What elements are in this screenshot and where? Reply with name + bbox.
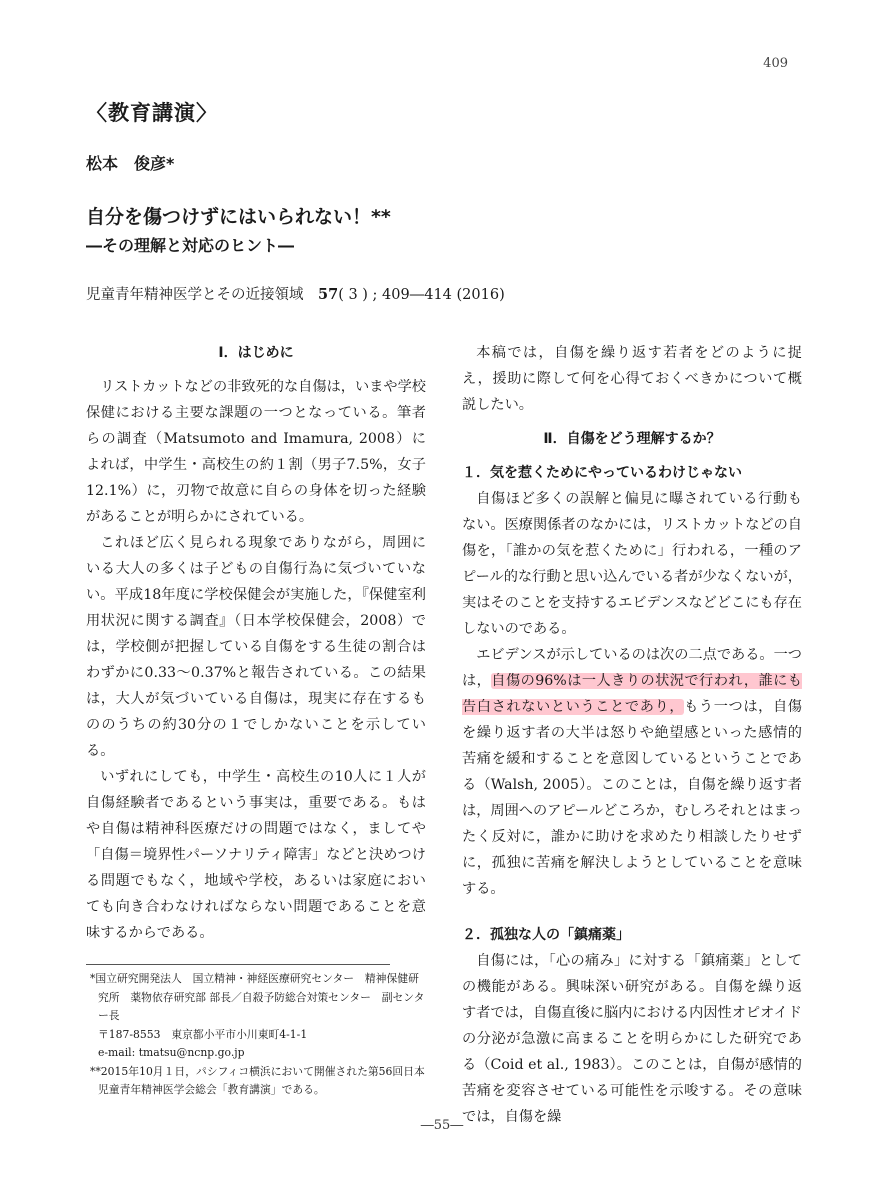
journal-citation: [86, 283, 505, 304]
paragraph: 本稿では，自傷を繰り返す若者をどのように捉え，援助に際して何を心得ておくべきかについて概説したい。: [462, 345, 802, 413]
footnote-divider: [86, 964, 390, 965]
footnote-email: e-mail: tmatsu@ncnp.go.jp: [98, 1046, 245, 1059]
paragraph: これほど広く見られる現象でありながら，周囲にいる大人の多くは子どもの自傷行為に気づいていない。平成18年度に学校保健会が実施した，『保健室利用状況に関する調査』（日本学校保健会，2008）では，学校側が把握している自傷をする生徒の割合はわずかに0.33～0.37%と報告されている。この結果は，大人が気づいている自傷は，現実に存在するもののうちの約30分の１でしかないことを示している。: [86, 535, 426, 759]
text-run: もう一つは，自傷を繰り返す者の大半は怒りや絶望感といった感情的苦痛を緩和することを意図しているということである（Walsh, 2005）。このことは，自傷を繰り返す者は，周囲へのアピールどころか，むしろそれとはまったく反対に，誰かに助けを求めたり相談したりせずに，孤独に苦痛を解決しようとしていることを意味する。: [462, 699, 802, 897]
highlighted-text: 自傷の96%は一人きりの状況で行われ，誰にも告白されないということであり，: [462, 673, 802, 715]
text-run: エビデンスが示しているのは次の二点である。一つは，: [462, 647, 802, 689]
article-category: 〈教育講演〉: [86, 101, 218, 125]
footnote-affiliation: *国立研究開発法人 国立精神・神経医療研究センター 精神保健研究所 薬物依存研究部 部長／自殺予防総合対策センター 副センター長: [90, 972, 425, 1022]
right-column: [462, 340, 802, 1130]
subsection-heading: １．気を惹くためにやっているわけじゃない: [462, 465, 742, 481]
article-subtitle: ―その理解と対応のヒント―: [86, 236, 295, 255]
journal-name: 児童青年精神医学とその近接領域: [86, 287, 304, 303]
article-title: 自分を傷つけずにはいられない！**: [86, 206, 391, 228]
journal-issue-pages: ( 3 ) ; 409―414 (2016): [338, 287, 505, 303]
subsection-heading: ２．孤独な人の「鎮痛薬」: [462, 927, 630, 943]
paragraph: いずれにしても，中学生・高校生の10人に１人が自傷経験者であるという事実は，重要である。もはや自傷は精神科医療だけの問題ではなく，ましてや「自傷＝境界性パーソナリティ障害」などと決めつける問題でもなく，地域や学校，あるいは家庭においても向き合わなければならない問題であることを意味するからである。: [86, 769, 426, 941]
paragraph-with-highlight: [462, 642, 802, 902]
left-column: [86, 340, 426, 946]
paragraph: 自傷ほど多くの誤解と偏見に曝されている行動もない。医療関係者のなかには，リストカットなどの自傷を，「誰かの気を惹くために」行われる，一種のアピール的な行動と思い込んでいる者が少なくないが，実はそのことを支持するエビデンスなどどこにも存在しないのである。: [462, 491, 802, 637]
footnote-presentation: **2015年10月１日，パシフィコ横浜において開催された第56回日本児童青年精神医学会総会「教育講演」である。: [90, 1064, 425, 1096]
paragraph: 自傷には，「心の痛み」に対する「鎮痛薬」としての機能がある。興味深い研究がある。自傷を繰り返す者では，自傷直後に脳内における内因性オピオイドの分泌が急激に高まることを明らかにした研究である（Coid et al., 1983）。このことは，自傷が感情的苦痛を変容させている可能性を示唆する。その意味では，自傷を繰: [462, 953, 802, 1125]
page-number: 409: [763, 56, 788, 71]
journal-volume: 57: [318, 286, 339, 303]
footnotes: [86, 970, 426, 1100]
paragraph: リストカットなどの非致死的な自傷は，いまや学校保健における主要な課題の一つとなっている。筆者らの調査（Matsumoto and Imamura, 2008）によれば，中学生・高校生の約１割（男子7.5%，女子12.1%）に，刃物で故意に自らの身体を切った経験があることが明らかにされている。: [86, 379, 426, 525]
section-heading-understanding: Ⅱ．自傷をどう理解するか？: [543, 431, 721, 447]
footnote-address: 〒187-8553 東京都小平市小川東町4-1-1: [98, 1027, 308, 1041]
section-heading-introduction: Ⅰ．はじめに: [218, 345, 294, 361]
footer-page-number: ―55―: [420, 1118, 464, 1133]
author-name: 松本 俊彦*: [86, 154, 175, 173]
